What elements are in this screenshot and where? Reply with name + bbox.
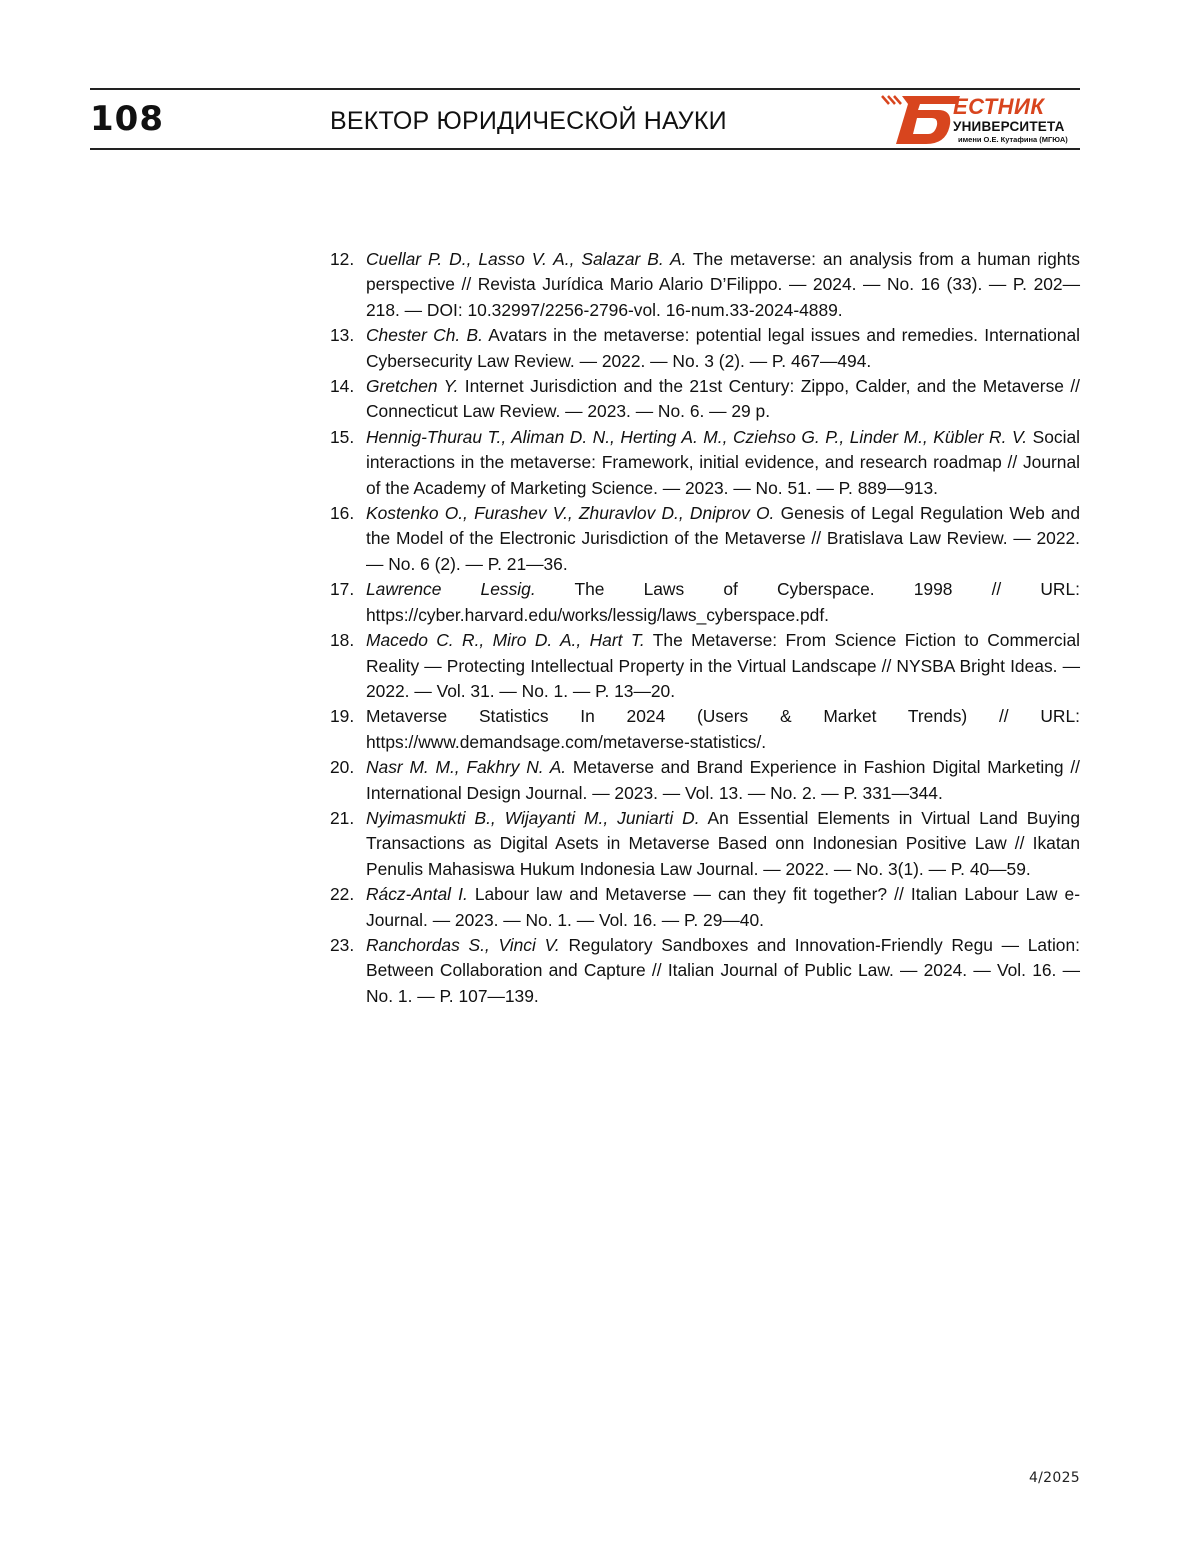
- reference-item: [328, 933, 1080, 1009]
- reference-item: [328, 323, 1080, 374]
- reference-text: Metaverse and Brand Experience in Fashion Digital Marketing // International Design Journal. — 2023. — Vol. 13. — No. 2. — P. 331—344.: [366, 757, 1080, 803]
- reference-authors: Lawrence Lessig.: [366, 579, 536, 600]
- reference-number: 14.: [330, 376, 355, 397]
- reference-number: 16.: [330, 503, 355, 524]
- reference-text: Metaverse Statistics In 2024 (Users & Market Trends) // URL: https://www.demandsage.com/metaverse-statistics/.: [366, 706, 1080, 752]
- reference-number: 13.: [330, 325, 355, 346]
- reference-text: Internet Jurisdiction and the 21st Century: Zippo, Calder, and the Metaverse // Connecticut Law Review. — 2023. — No. 6. — 29 p.: [366, 376, 1080, 422]
- reference-number: 21.: [330, 807, 355, 828]
- reference-authors: Chester Ch. B.: [366, 325, 483, 346]
- reference-authors: Kostenko O., Furashev V., Zhuravlov D., Dniprov O.: [366, 503, 775, 524]
- reference-authors: Nyimasmukti B., Wijayanti M., Juniarti D.: [366, 807, 700, 828]
- reference-number: 15.: [330, 426, 355, 447]
- reference-number: 17.: [330, 579, 355, 600]
- reference-list: [328, 247, 1080, 1009]
- reference-text: Labour law and Metaverse — can they fit together? // Italian Labour Law e-Journal. — 2023. — No. 1. — Vol. 16. — P. 29—40.: [366, 884, 1080, 930]
- reference-number: 23.: [330, 934, 355, 955]
- reference-number: 19.: [330, 706, 355, 727]
- page-number: 108: [90, 99, 164, 139]
- reference-authors: Rácz-Antal I.: [366, 884, 468, 905]
- logo-subtitle: УНИВЕРСИТЕТА: [953, 119, 1065, 134]
- reference-text: Avatars in the metaverse: potential legal issues and remedies. International Cybersecurity Law Review. — 2022. — No. 3 (2). — P. 467—494.: [366, 325, 1080, 371]
- reference-item: [328, 425, 1080, 501]
- reference-item: [328, 501, 1080, 577]
- reference-item: [328, 882, 1080, 933]
- reference-authors: Ranchordas S., Vinci V.: [366, 934, 560, 955]
- reference-text: Social interactions in the metaverse: Framework, initial evidence, and research roadmap // Journal of the Academy of Marketing Science. — 2023. — No. 51. — P. 889—913.: [366, 426, 1080, 498]
- reference-item: [328, 374, 1080, 425]
- reference-text: Regulatory Sandboxes and Innovation-Friendly Regu — Lation: Between Collaboration and Capture // Italian Journal of Public Law. — 2024. — Vol. 16. — No. 1. — P. 107—139.: [366, 934, 1080, 1006]
- reference-text: An Essential Elements in Virtual Land Buying Transactions as Digital Asets in Metaverse Based onn Indonesian Positive Law // Ikatan Penulis Mahasiswa Hukum Indonesia Law Journal. — 2022. — No. 3(1). — P. 40—59.: [366, 807, 1080, 879]
- page-header: [90, 88, 1080, 150]
- reference-item: [328, 704, 1080, 755]
- reference-item: [328, 755, 1080, 806]
- reference-authors: Gretchen Y.: [366, 376, 459, 397]
- reference-item: [328, 247, 1080, 323]
- reference-number: 20.: [330, 757, 355, 778]
- reference-number: 18.: [330, 630, 355, 651]
- issue-number: 4/2025: [1028, 1470, 1080, 1486]
- reference-item: [328, 577, 1080, 628]
- reference-authors: Cuellar P. D., Lasso V. A., Salazar B. A.: [366, 249, 687, 269]
- reference-text: The Laws of Cyberspace. 1998 // URL: https://cyber.harvard.edu/works/lessig/laws_cyberspace.pdf.: [366, 579, 1080, 625]
- reference-text: The metaverse: an analysis from a human rights perspective // Revista Jurídica Mario Alario D’Filippo. — 2024. — No. 16 (33). — P. 202—218. — DOI: 10.32997/2256-2796-vol. 16-num.33-2024-4889.: [366, 249, 1080, 320]
- logo-caption: имени О.Е. Кутафина (МГЮА): [958, 135, 1068, 144]
- journal-logo: [880, 92, 1080, 148]
- reference-authors: Nasr M. M., Fakhry N. A.: [366, 757, 567, 778]
- journal-title: ВЕКТОР ЮРИДИЧЕСКОЙ НАУКИ: [330, 107, 727, 135]
- reference-item: [328, 628, 1080, 704]
- reference-number: 12.: [330, 249, 355, 269]
- reference-item: [328, 806, 1080, 882]
- reference-authors: Macedo C. R., Miro D. A., Hart T.: [366, 630, 645, 651]
- logo-title: ЕСТНИК: [953, 94, 1045, 119]
- reference-authors: Hennig-Thurau T., Aliman D. N., Herting A. M., Cziehso G. P., Linder M., Kübler R. V.: [366, 426, 1028, 447]
- reference-text: The Metaverse: From Science Fiction to Commercial Reality — Protecting Intellectual Property in the Virtual Landscape // NYSBA Bright Ideas. — 2022. — Vol. 31. — No. 1. — P. 13—20.: [366, 630, 1080, 701]
- reference-text: Genesis of Legal Regulation Web and the Model of the Electronic Jurisdiction of the Metaverse // Bratislava Law Review. — 2022. — No. 6 (2). — P. 21—36.: [366, 503, 1080, 574]
- reference-number: 22.: [330, 884, 355, 905]
